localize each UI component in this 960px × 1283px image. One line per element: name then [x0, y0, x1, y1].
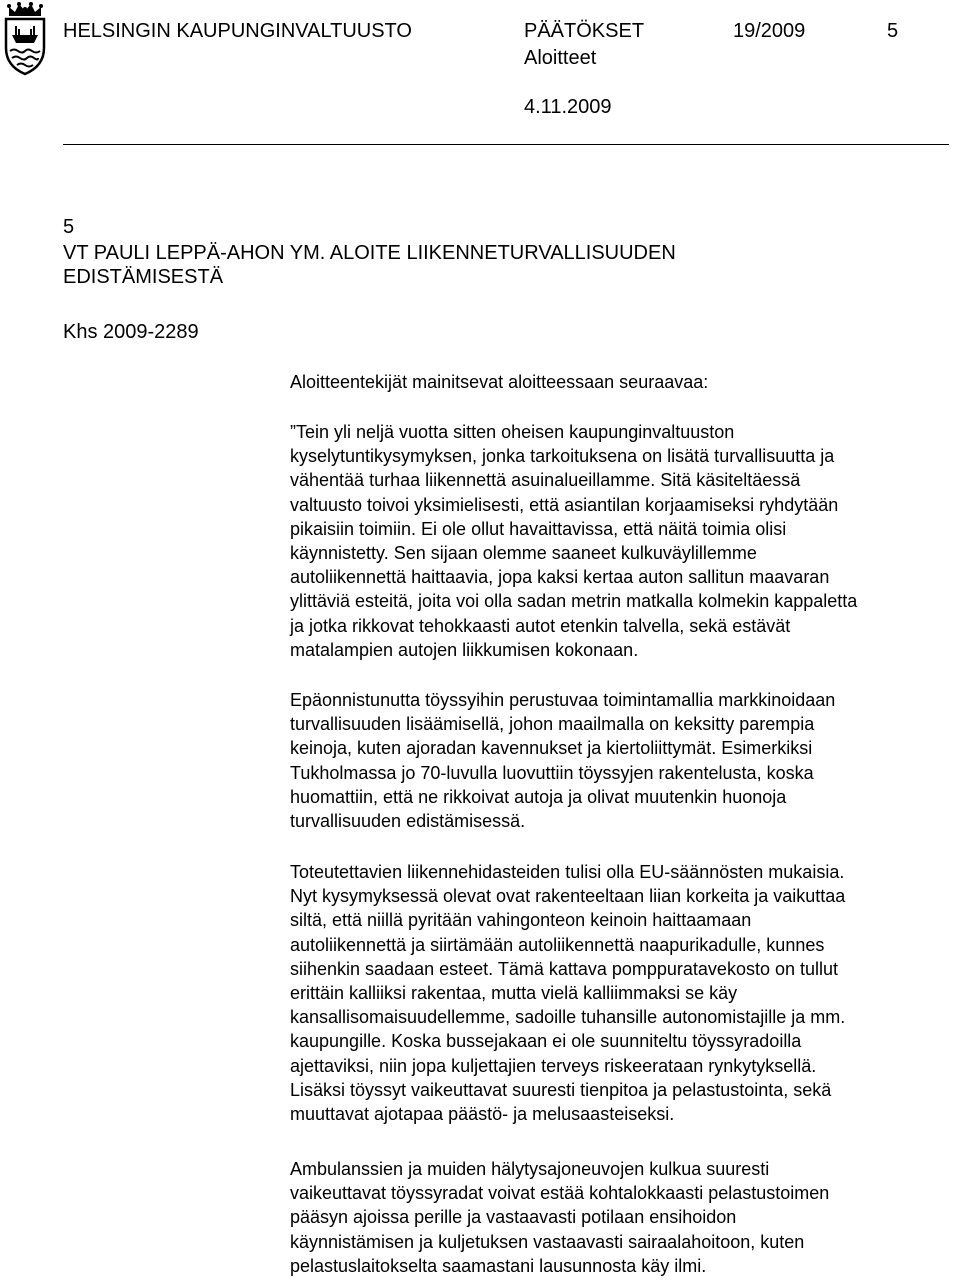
text-line: muuttavat ajotapaa päästö- ja melusaasteiseksi. [290, 1104, 675, 1125]
text-line: turvallisuuden lisäämisellä, johon maailmalla on keksitty parempia [290, 714, 815, 735]
quote-paragraph-2 [290, 688, 960, 833]
text-line: ”Tein yli neljä vuotta sitten oheisen kaupunginvaltuuston [290, 422, 735, 442]
text-line: siihenkin saadaan esteet. Tämä kattava pomppuratavekosto on tullut [290, 958, 839, 979]
intro-sentence [290, 370, 960, 394]
header-issue-number: 19/2009 [733, 20, 806, 42]
text-line: huomattiin, että ne rikkoivat autoja ja olivat muutenkin huonoja [290, 786, 787, 807]
text-line: pääsyn ajoissa perille ja vastaavasti potilaan ensihoidon [290, 1207, 737, 1228]
text-line: Ambulanssien ja muiden hälytysajoneuvojen kulkua suuresti [290, 1159, 770, 1179]
header-organization: HELSINGIN KAUPUNGINVALTUUSTO [63, 20, 412, 42]
case-identifier: Khs 2009-2289 [63, 321, 199, 343]
text-line: Epäonnistunutta töyssyihin perustuvaa toimintamallia markkinoidaan [290, 690, 836, 710]
text-line: autoliikennettä haittaavia, jopa kaksi kertaa auton sallitun maavaran [290, 567, 830, 588]
text-line: Tukholmassa jo 70-luvulla luovuttiin töyssyjen rakentelusta, koska [290, 762, 814, 783]
text-line: autoliikennettä ja siirtämään autoliikennettä naapurikadulle, kunnes [290, 934, 825, 955]
text-line: ja jotka rikkovat tehokkaasti autot etenkin talvella, sekä estävät [290, 615, 791, 636]
text-line: ylittäviä esteitä, joita voi olla sadan metrin matkalla kolmekin kappaletta [290, 591, 858, 612]
text-line: Lisäksi töyssyt vaikeuttavat suuresti tienpitoa ja pelastustointa, sekä [290, 1079, 832, 1100]
header-page-number: 5 [887, 20, 899, 42]
text-line: ajettaviksi, niin jopa kuljettajien terveys riskeerataan rynkytyksellä. [290, 1055, 817, 1076]
text-line: pelastuslaitokselta saamastani lausunnosta käy ilmi. [290, 1255, 707, 1276]
text-line: Toteutettavien liikennehidasteiden tulisi olla EU-säännösten mukaisia. [290, 862, 845, 882]
text-line: siltä, että niillä pyritään vahingonteon keinoin haittaamaan [290, 910, 752, 931]
quote-paragraph-4 [290, 1157, 960, 1278]
intro-line: Aloitteentekijät mainitsevat aloitteessaan seuraavaa: [290, 372, 709, 392]
text-line: kansallisomaisuudellemme, sadoille tuhansille autonomistajille ja mm. [290, 1007, 846, 1028]
item-title-line: VT PAULI LEPPÄ-AHON YM. ALOITE LIIKENNETURVALLISUUDEN [63, 242, 676, 264]
header-date: 4.11.2009 [524, 96, 612, 118]
text-line: kyselytuntikysymyksen, jonka tarkoituksena on lisätä turvallisuutta ja [290, 446, 835, 467]
text-line: Nyt kysymyksessä olevat ovat rakenteeltaan liian korkeita ja vaikuttaa [290, 886, 846, 907]
quote-paragraph-1 [290, 420, 960, 662]
header-section: PÄÄTÖKSET [524, 20, 645, 42]
text-line: erittäin kalliiksi rakentaa, mutta vielä kalliimmaksi se käy [290, 983, 738, 1004]
helsinki-coat-of-arms-logo [3, 2, 47, 76]
item-title-line: EDISTÄMISESTÄ [63, 266, 224, 288]
text-line: käynnistämisen ja kuljetuksen vastaavasti sairaalahoitoon, kuten [290, 1231, 805, 1252]
text-line: vähentää turhaa liikennettä asuinalueillamme. Sitä käsiteltäessä [290, 470, 801, 491]
text-line: turvallisuuden edistämisessä. [290, 811, 526, 832]
text-line: kaupungille. Koska bussejakaan ei ole suunniteltu töyssyradoilla [290, 1031, 802, 1052]
header-subsection: Aloitteet [524, 47, 597, 69]
text-line: käynnistetty. Sen sijaan olemme saaneet kulkuväylillemme [290, 543, 757, 564]
text-line: matalampien autojen liikkumisen kokonaan. [290, 639, 639, 660]
quote-paragraph-3 [290, 860, 960, 1126]
text-line: vaikeuttavat töyssyradat voivat estää kohtalokkaasti pelastustoimen [290, 1183, 830, 1204]
text-line: pikaisiin toimiin. Ei ole ollut havaittavissa, että näitä toimia olisi [290, 518, 787, 539]
item-number: 5 [63, 216, 75, 238]
item-title [63, 241, 763, 289]
header-divider [63, 144, 949, 145]
text-line: valtuusto toivoi yksimielisesti, että asiantilan korjaamiseksi ryhdytään [290, 494, 839, 515]
text-line: keinoja, kuten ajoradan kavennukset ja kiertoliittymät. Esimerkiksi [290, 738, 813, 759]
